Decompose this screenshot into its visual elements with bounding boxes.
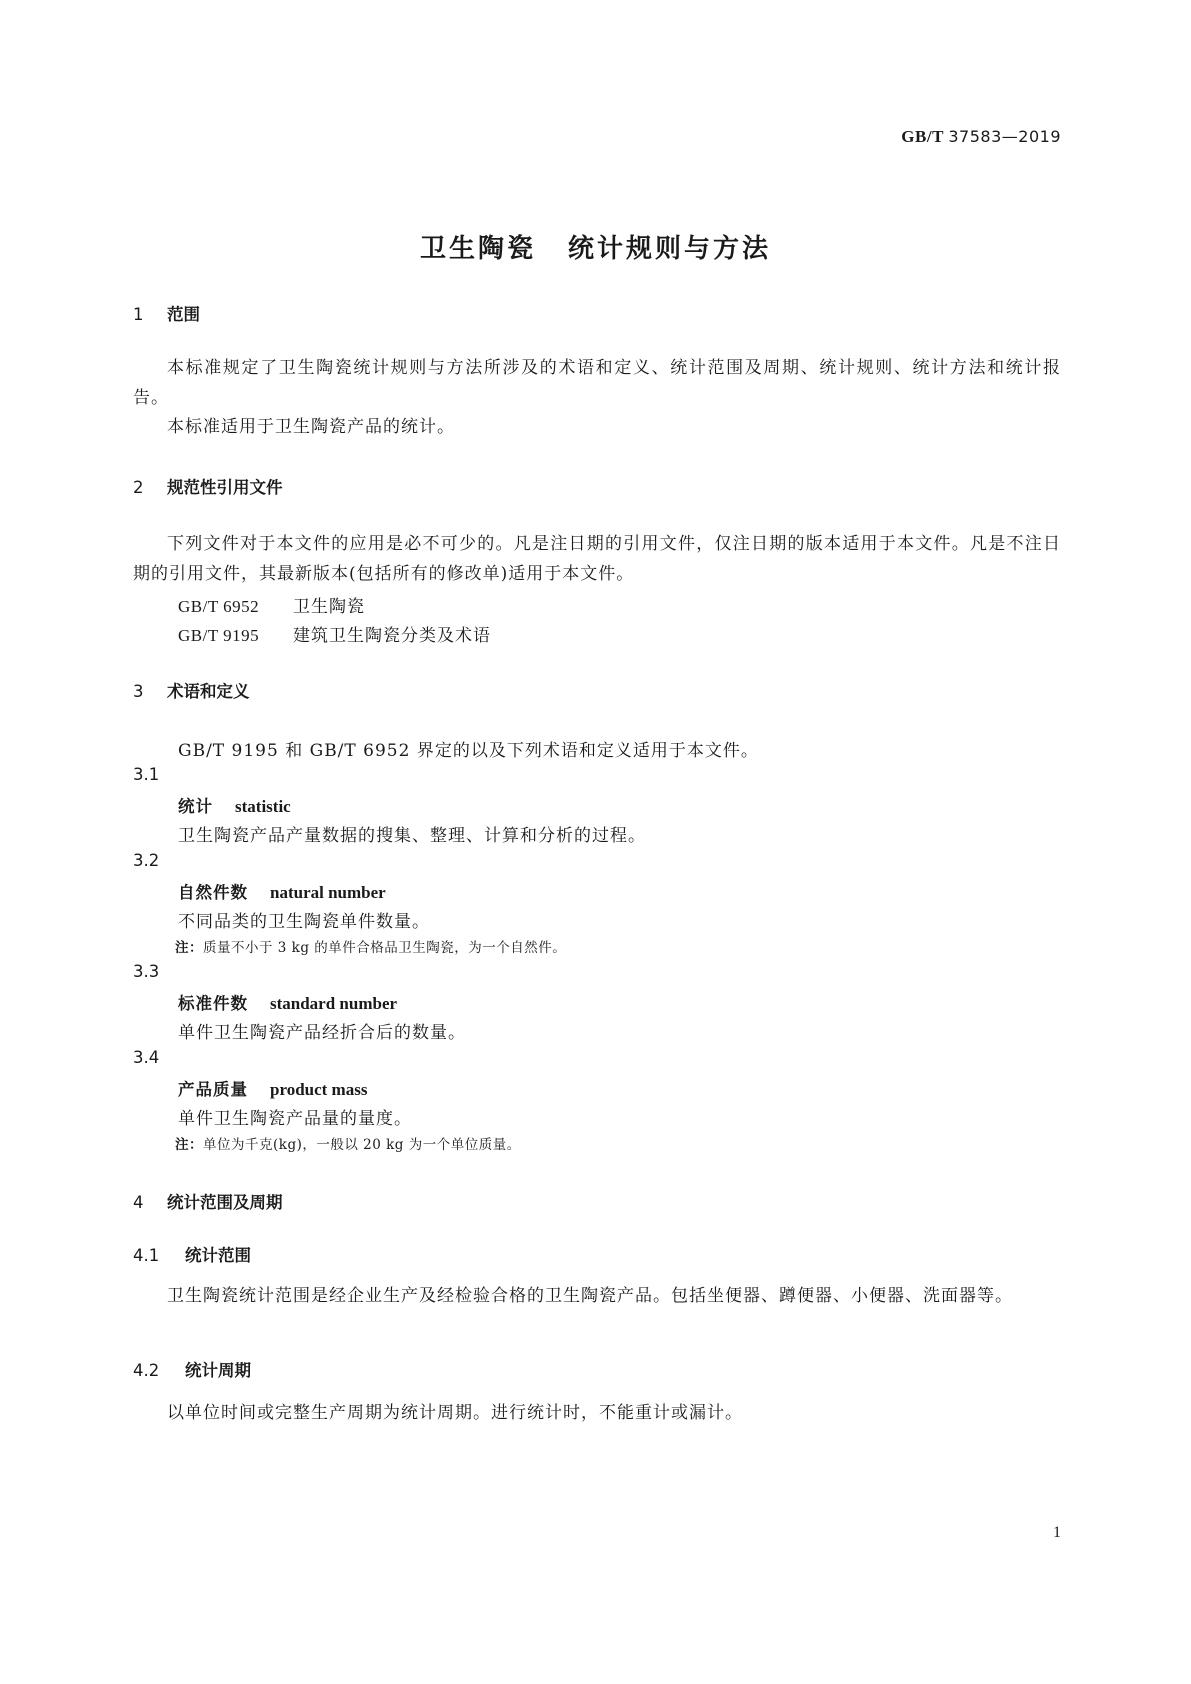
term-definition: 单件卫生陶瓷产品经折合后的数量。 bbox=[178, 1023, 466, 1043]
section-number: 4 bbox=[133, 1193, 144, 1212]
note-text: 质量不小于 3 kg 的单件合格品卫生陶瓷，为一个自然件。 bbox=[203, 940, 567, 956]
section-title: 术语和定义 bbox=[167, 682, 250, 701]
section-4-heading bbox=[133, 1189, 283, 1213]
section-4-2-heading bbox=[133, 1357, 251, 1381]
subsection-number: 4.2 bbox=[133, 1361, 160, 1380]
term-english: standard number bbox=[270, 994, 398, 1013]
page-number: 1 bbox=[1053, 1524, 1061, 1541]
section-2-heading bbox=[133, 474, 283, 498]
reference-code: GB/T 6952 bbox=[178, 597, 260, 616]
reference-item bbox=[178, 592, 365, 617]
section-title: 统计范围及周期 bbox=[167, 1193, 283, 1212]
reference-name: 建筑卫生陶瓷分类及术语 bbox=[293, 626, 491, 646]
term-chinese: 自然件数 bbox=[178, 883, 248, 902]
standard-code: 37583—2019 bbox=[948, 127, 1061, 146]
subsection-number: 4.1 bbox=[133, 1246, 160, 1265]
section-title: 范围 bbox=[167, 305, 200, 324]
title-part-1: 卫生陶瓷 bbox=[419, 234, 536, 264]
section-4-1-heading bbox=[133, 1242, 251, 1266]
section-4-1-para: 卫生陶瓷统计范围是经企业生产及经检验合格的卫生陶瓷产品。包括坐便器、蹲便器、小便器、洗面器等。 bbox=[167, 1286, 1013, 1306]
section-number: 3 bbox=[133, 682, 144, 701]
section-4-2-para: 以单位时间或完整生产周期为统计周期。进行统计时，不能重计或漏计。 bbox=[167, 1403, 743, 1423]
term-number: 3.1 bbox=[133, 765, 160, 784]
term-heading bbox=[178, 793, 291, 817]
term-definition: 不同品类的卫生陶瓷单件数量。 bbox=[178, 912, 430, 932]
section-3-heading bbox=[133, 678, 250, 702]
section-1-para-1: 本标准规定了卫生陶瓷统计规则与方法所涉及的术语和定义、统计范围及周期、统计规则、统计方法和统计报告。 bbox=[133, 358, 1061, 408]
term-note bbox=[175, 1133, 521, 1153]
term-english: natural number bbox=[270, 883, 386, 902]
section-1-heading bbox=[133, 301, 200, 325]
standard-number bbox=[901, 127, 1061, 147]
term-heading bbox=[178, 879, 386, 903]
term-note bbox=[175, 936, 566, 956]
note-label: 注： bbox=[175, 940, 203, 956]
term-heading bbox=[178, 990, 397, 1014]
section-title: 规范性引用文件 bbox=[167, 478, 283, 497]
term-definition: 卫生陶瓷产品产量数据的搜集、整理、计算和分析的过程。 bbox=[178, 826, 646, 846]
section-3-intro: GB/T 9195 和 GB/T 6952 界定的以及下列术语和定义适用于本文件。 bbox=[178, 741, 759, 761]
standard-prefix: GB/T bbox=[901, 127, 944, 146]
term-english: product mass bbox=[270, 1080, 368, 1099]
term-heading bbox=[178, 1076, 367, 1100]
term-number: 3.4 bbox=[133, 1048, 160, 1067]
term-number: 3.3 bbox=[133, 962, 160, 981]
section-1-para-2: 本标准适用于卫生陶瓷产品的统计。 bbox=[167, 417, 455, 437]
term-english: statistic bbox=[235, 797, 291, 816]
note-label: 注： bbox=[175, 1137, 203, 1153]
term-chinese: 产品质量 bbox=[178, 1080, 248, 1099]
reference-name: 卫生陶瓷 bbox=[293, 597, 365, 617]
term-definition: 单件卫生陶瓷产品量的量度。 bbox=[178, 1109, 412, 1129]
term-chinese: 标准件数 bbox=[178, 994, 248, 1013]
term-chinese: 统计 bbox=[178, 797, 213, 816]
term-number: 3.2 bbox=[133, 851, 160, 870]
reference-code: GB/T 9195 bbox=[178, 626, 260, 645]
reference-item bbox=[178, 621, 491, 646]
subsection-title: 统计范围 bbox=[185, 1246, 251, 1265]
document-title bbox=[0, 228, 1191, 265]
note-text: 单位为千克(kg)，一般以 20 kg 为一个单位质量。 bbox=[203, 1137, 521, 1153]
title-part-2: 统计规则与方法 bbox=[568, 234, 772, 264]
subsection-title: 统计周期 bbox=[185, 1361, 251, 1380]
section-number: 1 bbox=[133, 305, 144, 324]
section-2-para-1: 下列文件对于本文件的应用是必不可少的。凡是注日期的引用文件，仅注日期的版本适用于本文件。凡是不注日期的引用文件，其最新版本(包括所有的修改单)适用于本文件。 bbox=[133, 534, 1061, 584]
section-number: 2 bbox=[133, 478, 144, 497]
